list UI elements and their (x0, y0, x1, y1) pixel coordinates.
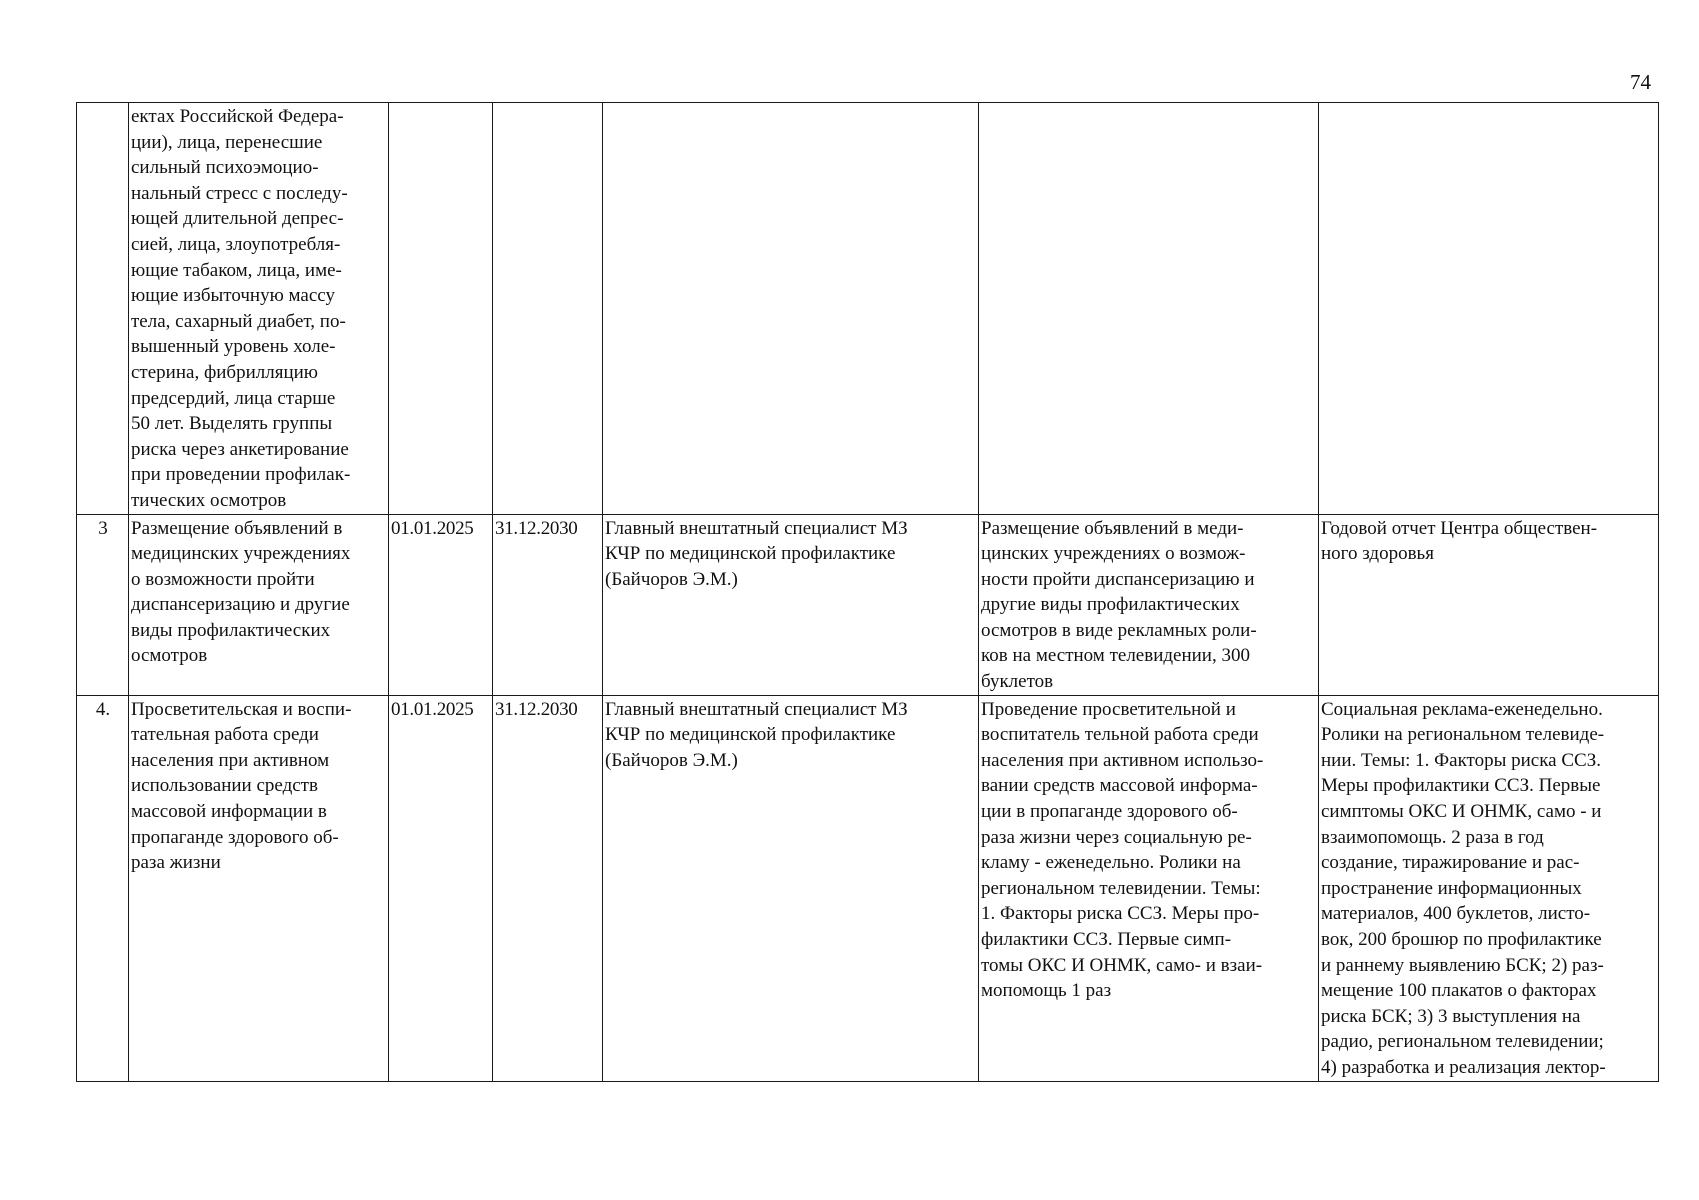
page-number: 74 (1630, 70, 1651, 94)
plan-table (76, 102, 1659, 1082)
cell-description (979, 103, 1319, 515)
cell-number (77, 103, 129, 515)
cell-start-date (389, 103, 493, 515)
cell-result: Социальная реклама-еженедельно. Ролики на региональном телевиде- нии. Темы: 1. Факторы риска ССЗ. Меры профилактики ССЗ. Первые симптомы ОКС И ОНМК, само - и взаимопомощь. 2 раза в год создание, тиражирование и рас- пространение информационных материалов, 400 буклетов, листо- вок, 200 брошюр по профилактике и раннему выявлению БСК; 2) раз- мещение 100 плакатов о факторах риска БСК; 3) 3 выступления на радио, региональном телевидении; 4) разработка и реализация лектор- (1319, 695, 1659, 1081)
cell-number: 3 (77, 514, 129, 695)
cell-description: Размещение объявлений в меди- цинских учреждениях о возмож- ности пройти диспансеризацию и другие виды профилактических осмотров в виде рекламных роли- ков на местном телевидении, 300 буклетов (979, 514, 1319, 695)
cell-number: 4. (77, 695, 129, 1081)
cell-activity: Просветительская и воспи- тательная работа среди населения при активном использовании средств массовой информации в пропаганде здорового об- раза жизни (129, 695, 389, 1081)
cell-activity: ектах Российской Федера- ции), лица, перенесшие сильный психоэмоцио- нальный стресс с последу- ющей длительной депрес- сией, лица, злоупотребля- ющие табаком, лица, име- ющие избыточную массу тела, сахарный диабет, по- вышенный уровень холе- стерина, фибрилляцию предсердий, лица старше 50 лет. Выделять группы риска через анкетирование при проведении профилак- тических осмотров (129, 103, 389, 515)
cell-responsible: Главный внештатный специалист МЗ КЧР по медицинской профилактике (Байчоров Э.М.) (603, 514, 979, 695)
table-row (77, 514, 1659, 695)
cell-start-date: 01.01.2025 (389, 695, 493, 1081)
cell-responsible (603, 103, 979, 515)
table-row (77, 695, 1659, 1081)
cell-result (1319, 103, 1659, 515)
cell-end-date (493, 103, 603, 515)
table-row (77, 103, 1659, 515)
cell-responsible: Главный внештатный специалист МЗ КЧР по медицинской профилактике (Байчоров Э.М.) (603, 695, 979, 1081)
cell-description: Проведение просветительной и воспитатель тельной работа среди населения при активном использо- вании средств массовой информа- ции в пропаганде здорового об- раза жизни через социальную ре- кламу - еженедельно. Ролики на региональном телевидении. Темы: 1. Факторы риска ССЗ. Меры про- филактики ССЗ. Первые симп- томы ОКС И ОНМК, само- и взаи- мопомощь 1 раз (979, 695, 1319, 1081)
cell-activity: Размещение объявлений в медицинских учреждениях о возможности пройти диспансеризацию и другие виды профилактических осмотров (129, 514, 389, 695)
cell-start-date: 01.01.2025 (389, 514, 493, 695)
cell-result: Годовой отчет Центра обществен- ного здоровья (1319, 514, 1659, 695)
cell-end-date: 31.12.2030 (493, 695, 603, 1081)
cell-end-date: 31.12.2030 (493, 514, 603, 695)
